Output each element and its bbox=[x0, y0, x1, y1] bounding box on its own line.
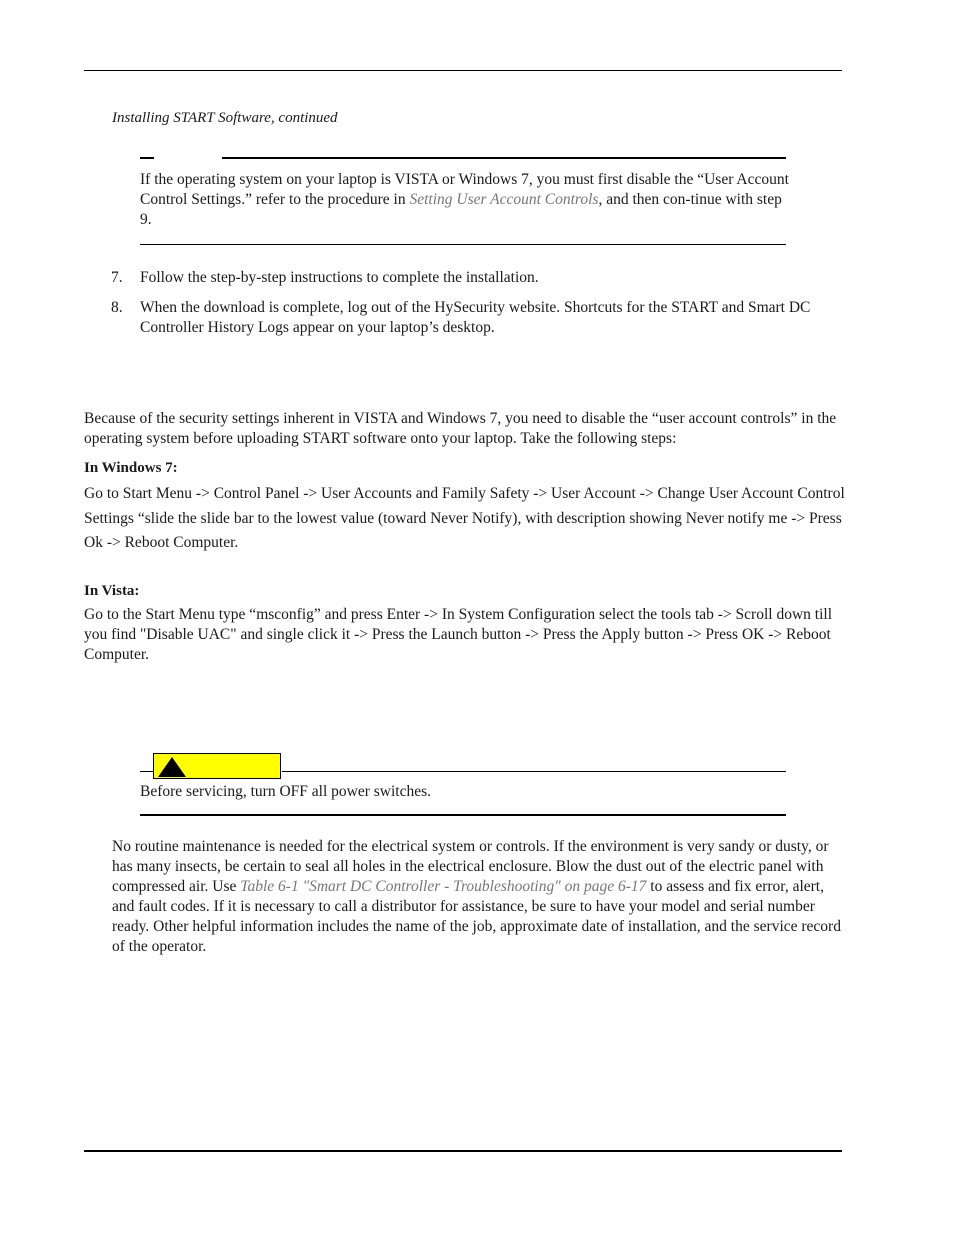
caution-tab-rule bbox=[140, 771, 154, 772]
step-number: 8. bbox=[111, 299, 123, 316]
maintenance-text bbox=[112, 837, 842, 957]
maintenance-text-end: to assess and fix error, alert, and fault codes. If it is necessary to call a distributor for assistance, be sure to have your model and serial number ready. Other helpful information includes the name of the job, approximate date of installation, and the service record of the operator. bbox=[112, 878, 841, 955]
note-bottom-rule bbox=[140, 244, 786, 245]
caution-top-rule bbox=[282, 771, 786, 772]
caution-label-box bbox=[153, 753, 281, 779]
note-top-rule bbox=[222, 157, 786, 159]
step-text: When the download is complete, log out of the HySecurity website. Shortcuts for the START and Smart DC Controller History Logs appear on your laptop’s desktop. bbox=[140, 299, 811, 336]
step-number: 7. bbox=[111, 269, 123, 286]
continued-heading: Installing START Software, continued bbox=[112, 110, 338, 126]
windows7-instructions: Go to Start Menu -> Control Panel -> User Accounts and Family Safety -> User Account -> Change User Account Control Settings “slide the slide bar to the lowest value (toward Never Notify), with description showing Never notify me -> Press Ok -> Reboot Computer. bbox=[84, 485, 845, 551]
caution-text: Before servicing, turn OFF all power switches. bbox=[140, 783, 431, 800]
note-tab-rule bbox=[140, 157, 154, 159]
step-text: Follow the step-by-step instructions to complete the installation. bbox=[140, 269, 539, 286]
uac-intro: Because of the security settings inherent in VISTA and Windows 7, you need to disable the “user account controls” in the operating system before uploading START software onto your laptop. Take the following steps: bbox=[84, 410, 837, 447]
note-text-end: , and then con-tinue with step 9. bbox=[140, 191, 782, 228]
warning-triangle-icon bbox=[157, 756, 187, 778]
maintenance-text-start: No routine maintenance is needed for the electrical system or controls. If the environment is very sandy or dusty, or has many insects, be certain to seal all holes in the electrical enclosure. Blow the dust out of the electric panel with compressed air. Use bbox=[112, 838, 829, 895]
vista-instructions: Go to the Start Menu type “msconfig” and press Enter -> In System Configuration select the tools tab -> Scroll down till you find "Disable UAC" and single click it -> Press the Launch button -> Press the Apply button -> Press OK -> Reboot Computer. bbox=[84, 606, 832, 663]
troubleshooting-table-link[interactable]: Table 6-1 "Smart DC Controller - Troubleshooting" on page 6-17 bbox=[240, 878, 647, 895]
bottom-rule bbox=[84, 1150, 842, 1152]
top-rule bbox=[84, 70, 842, 71]
note-text bbox=[140, 170, 790, 230]
windows7-heading: In Windows 7: bbox=[84, 460, 178, 476]
vista-heading: In Vista: bbox=[84, 583, 140, 599]
setting-uac-link[interactable]: Setting User Account Controls bbox=[409, 191, 599, 208]
note-text-start: If the operating system on your laptop is VISTA or Windows 7, you must first disable the “User Account Control Settings.” refer to the procedure in bbox=[140, 171, 789, 208]
caution-bottom-rule bbox=[140, 814, 786, 816]
